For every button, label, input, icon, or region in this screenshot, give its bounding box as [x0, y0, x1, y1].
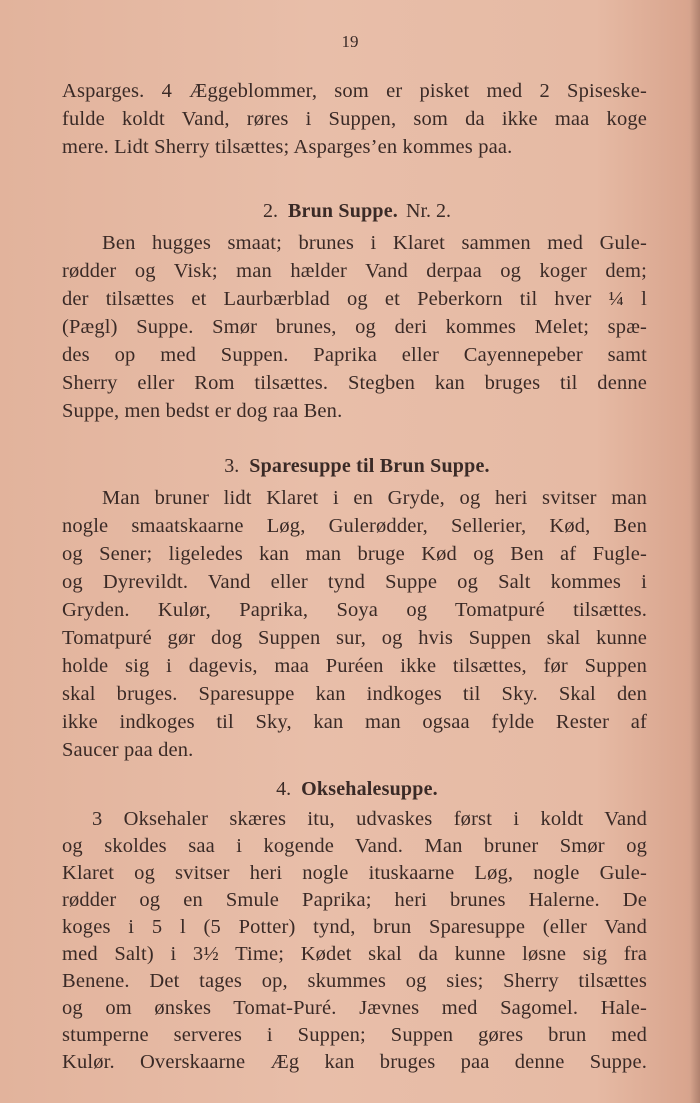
section-number: 3.	[224, 455, 240, 477]
text-line: koges i 5 l (5 Potter) tynd, brun Sparesuppe (eller Vand	[62, 916, 647, 938]
text-line: ikke indkoges til Sky, kan man ogsaa fylde Rester af	[62, 711, 647, 733]
text-line: Ben hugges smaat; brunes i Klaret sammen med Gule-	[102, 232, 647, 254]
text-line: og Dyrevildt. Vand eller tynd Suppe og Salt kommes i	[62, 571, 647, 593]
text-line: Asparges. 4 Æggeblommer, som er pisket med 2 Spiseske-	[62, 80, 647, 102]
section-heading	[62, 200, 652, 223]
section-heading	[62, 778, 652, 801]
text-line: 3 Oksehaler skæres itu, udvaskes først i koldt Vand	[92, 808, 647, 830]
page-number: 19	[341, 32, 359, 51]
page-edge-shadow	[690, 0, 700, 1103]
text-line: Tomatpuré gør dog Suppen sur, og hvis Suppen skal kunne	[62, 627, 647, 649]
text-line: Gryden. Kulør, Paprika, Soya og Tomatpuré tilsættes.	[62, 599, 647, 621]
text-line: der tilsættes et Laurbærblad og et Peberkorn til hver ¼ l	[62, 288, 647, 310]
text-line: Benene. Det tages op, skummes og sies; Sherry tilsættes	[62, 970, 647, 992]
text-line: des op med Suppen. Paprika eller Cayennepeber samt	[62, 344, 647, 366]
section-subtitle: Nr. 2.	[406, 200, 452, 222]
text-line: og Sener; ligeledes kan man bruge Kød og Ben af Fugle-	[62, 543, 647, 565]
text-line: rødder og Visk; man hælder Vand derpaa og koger dem;	[62, 260, 647, 282]
text-line: Saucer paa den.	[62, 739, 194, 761]
text-line: stumperne serveres i Suppen; Suppen gøres brun med	[62, 1024, 647, 1046]
section-heading	[62, 455, 652, 478]
text-line: Suppe, men bedst er dog raa Ben.	[62, 400, 343, 422]
text-line: nogle smaatskaarne Løg, Gulerødder, Sellerier, Kød, Ben	[62, 515, 647, 537]
text-line: mere. Lidt Sherry tilsættes; Asparges’en kommes paa.	[62, 136, 513, 158]
text-line: holde sig i dagevis, maa Puréen ikke tilsættes, før Suppen	[62, 655, 647, 677]
section-number: 2.	[262, 200, 278, 222]
text-line: med Salt) i 3½ Time; Kødet skal da kunne løsne sig fra	[62, 943, 647, 965]
section-title: Oksehalesuppe.	[301, 778, 438, 800]
text-line: (Pægl) Suppe. Smør brunes, og deri kommes Melet; spæ-	[62, 316, 647, 338]
text-line: fulde koldt Vand, røres i Suppen, som da ikke maa koge	[62, 108, 647, 130]
section-title: Sparesuppe til Brun Suppe.	[249, 455, 490, 477]
section-number: 4.	[276, 778, 292, 800]
text-line: Klaret og svitser heri nogle ituskaarne Løg, nogle Gule-	[62, 862, 647, 884]
text-line: skal bruges. Sparesuppe kan indkoges til Sky. Skal den	[62, 683, 647, 705]
text-line: og skoldes saa i kogende Vand. Man bruner Smør og	[62, 835, 647, 857]
text-line: Man bruner lidt Klaret i en Gryde, og heri svitser man	[102, 487, 647, 509]
text-line: rødder og en Smule Paprika; heri brunes Halerne. De	[62, 889, 647, 911]
section-title: Brun Suppe.	[287, 200, 399, 222]
text-line: Kulør. Overskaarne Æg kan bruges paa denne Suppe.	[62, 1051, 647, 1073]
text-line: og om ønskes Tomat-Puré. Jævnes med Sagomel. Hale-	[62, 997, 647, 1019]
text-line: Sherry eller Rom tilsættes. Stegben kan bruges til denne	[62, 372, 647, 394]
